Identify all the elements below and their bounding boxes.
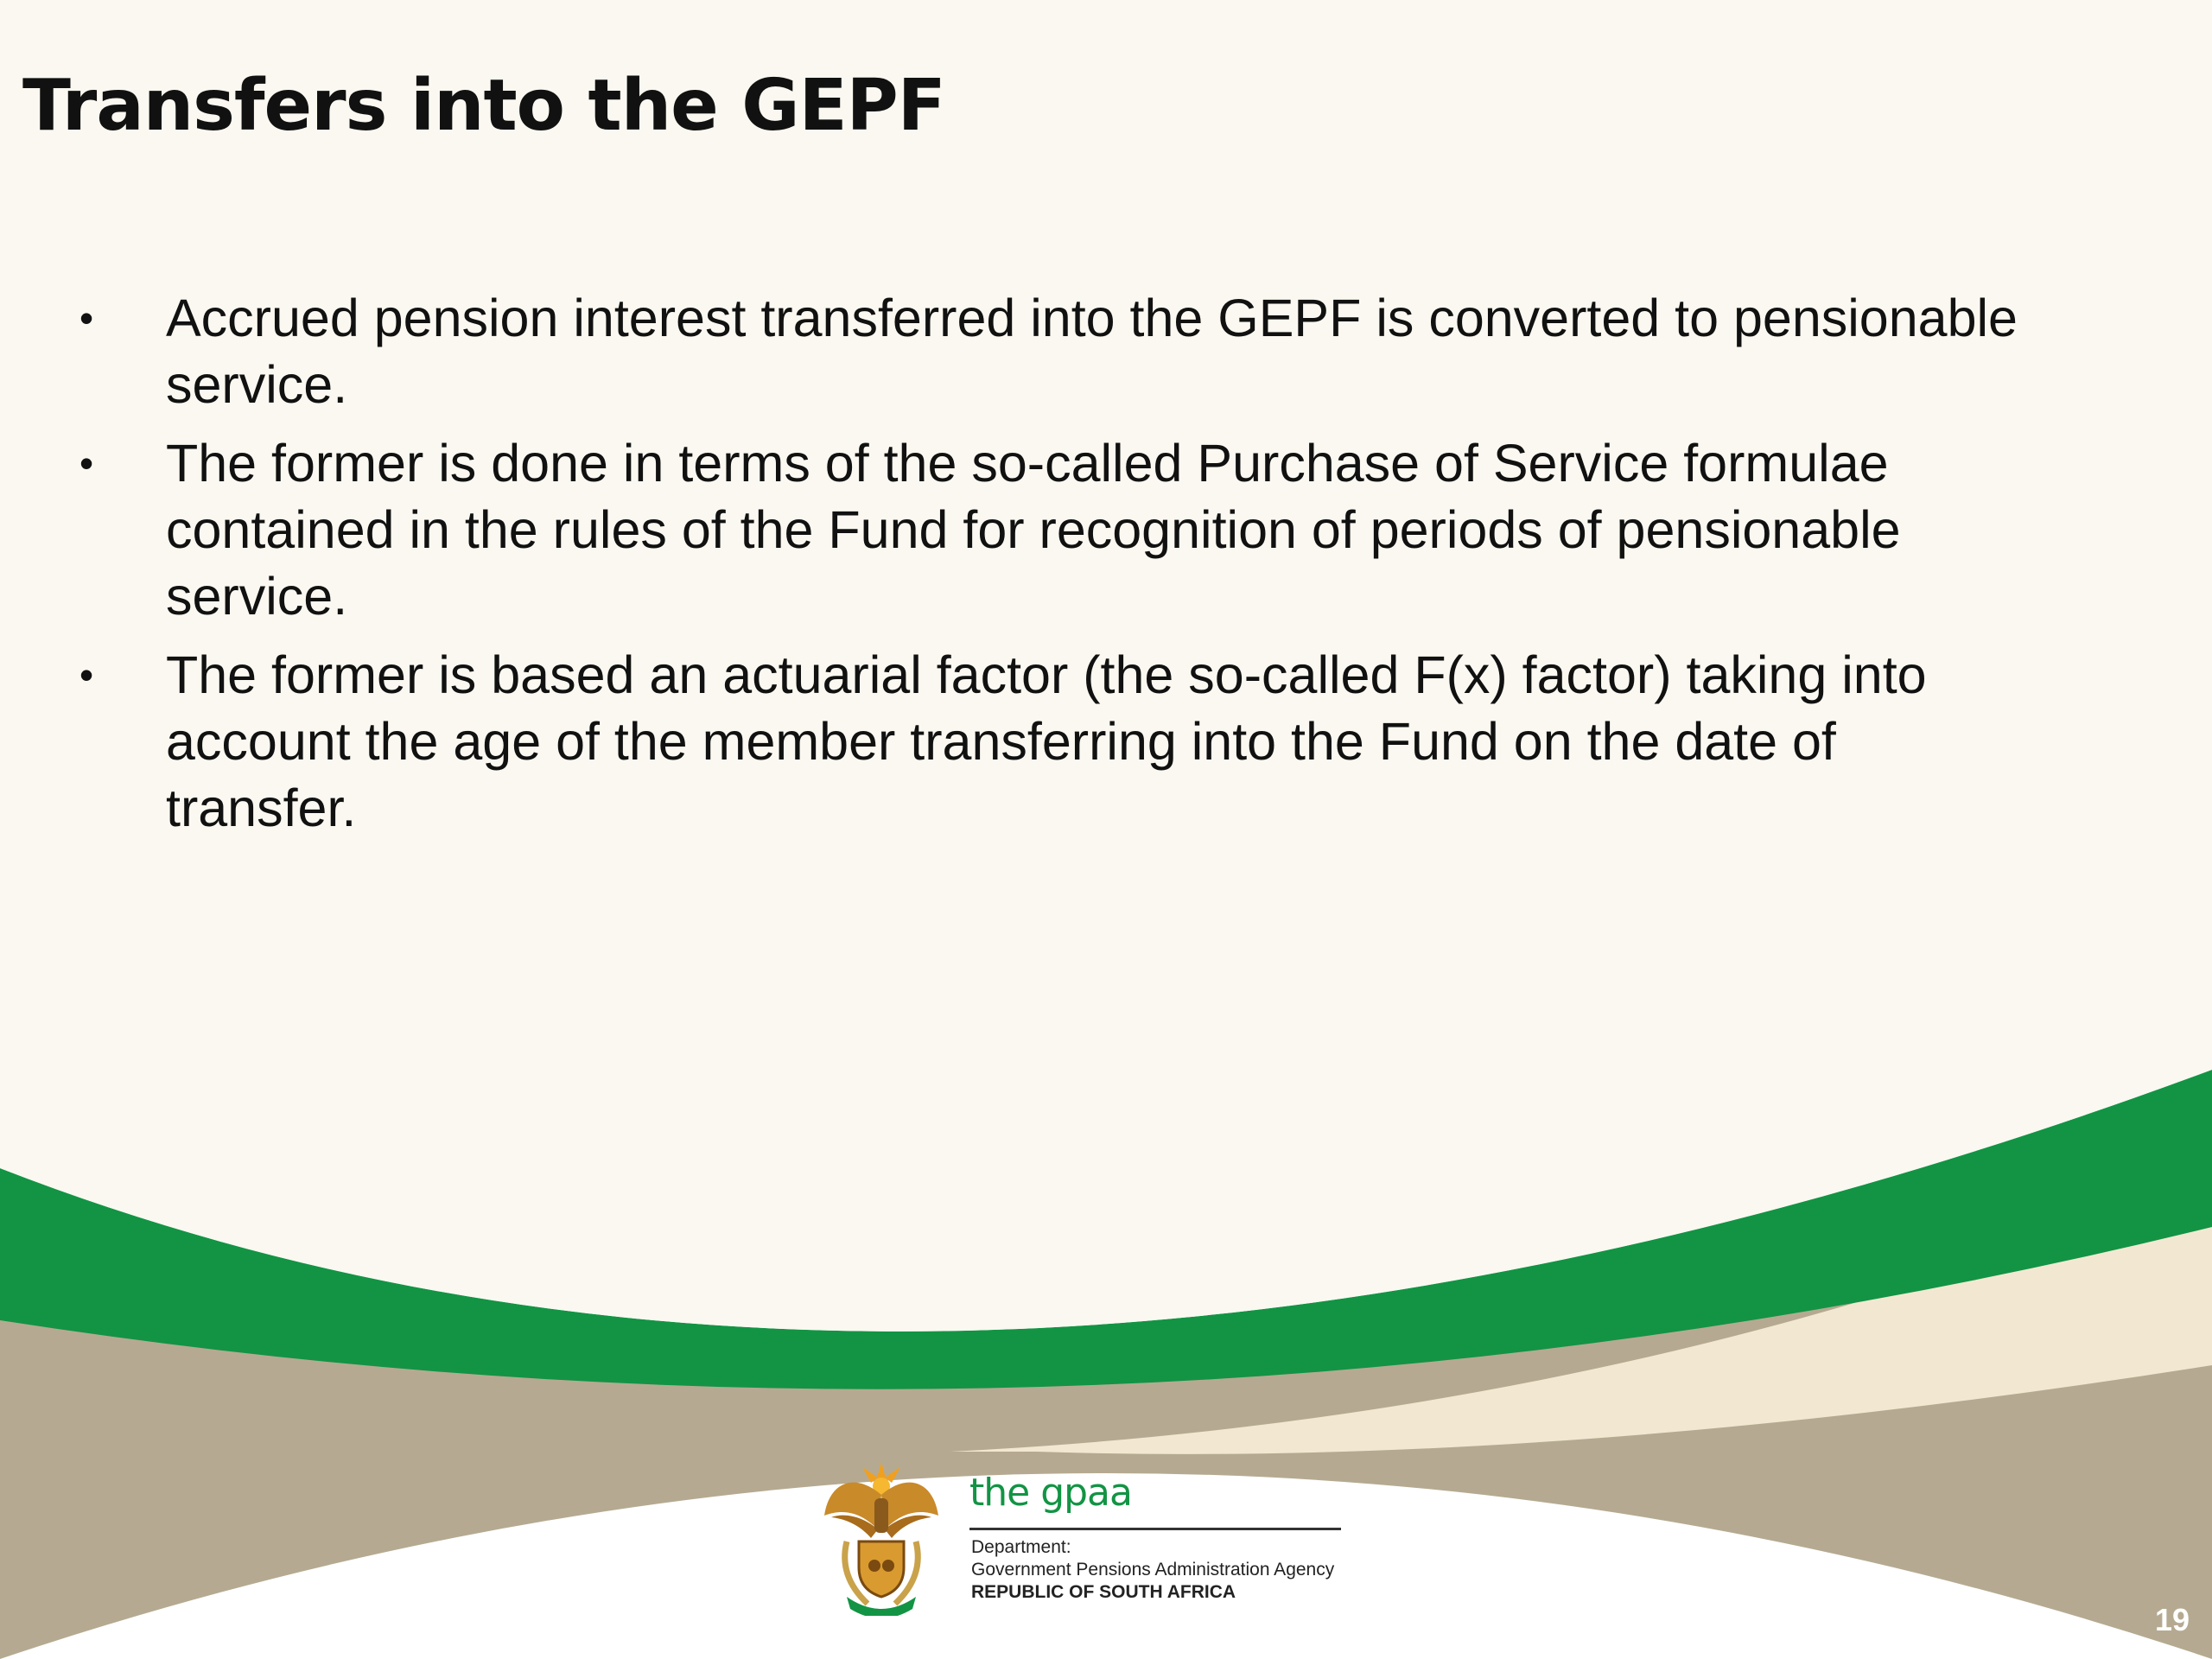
slide-title: Transfers into the GEPF (22, 65, 945, 147)
bullet-2-line-2: contained in the rules of the Fund for recognition of periods of pensionable (166, 500, 1901, 559)
coat-of-arms-icon (821, 1455, 942, 1616)
bullet-3-line-3: transfer. (166, 779, 357, 837)
bullet-3-line-2: account the age of the member transferring into the Fund on the date of (166, 712, 1836, 771)
bullet-1-line-1: Accrued pension interest transferred into the GEPF is converted to pensionable (166, 289, 2018, 347)
bullet-2-line-3: service. (166, 567, 348, 626)
bullet-2-line-1: The former is done in terms of the so-called Purchase of Service formulae (166, 434, 1889, 493)
department-name: Government Pensions Administration Agency (971, 1560, 1335, 1580)
brand-name: the gpaa (969, 1471, 1132, 1515)
country-name: REPUBLIC OF SOUTH AFRICA (971, 1582, 1236, 1602)
bullet-item-1 (78, 285, 2152, 418)
bullet-list (78, 285, 2152, 854)
brand-divider (969, 1528, 1341, 1530)
page-number: 19 (2154, 1602, 2190, 1637)
gpaa-logo (821, 1455, 1391, 1619)
bullet-item-3 (78, 642, 2152, 842)
bullet-dot-icon: • (79, 296, 94, 340)
bullet-dot-icon: • (79, 652, 94, 697)
bullet-item-2 (78, 430, 2152, 630)
bullet-dot-icon: • (79, 441, 94, 486)
bullet-3-line-1: The former is based an actuarial factor (the so-called F(x) factor) taking into (166, 645, 1927, 704)
department-label: Department: (971, 1537, 1071, 1557)
bullet-1-line-2: service. (166, 355, 348, 414)
